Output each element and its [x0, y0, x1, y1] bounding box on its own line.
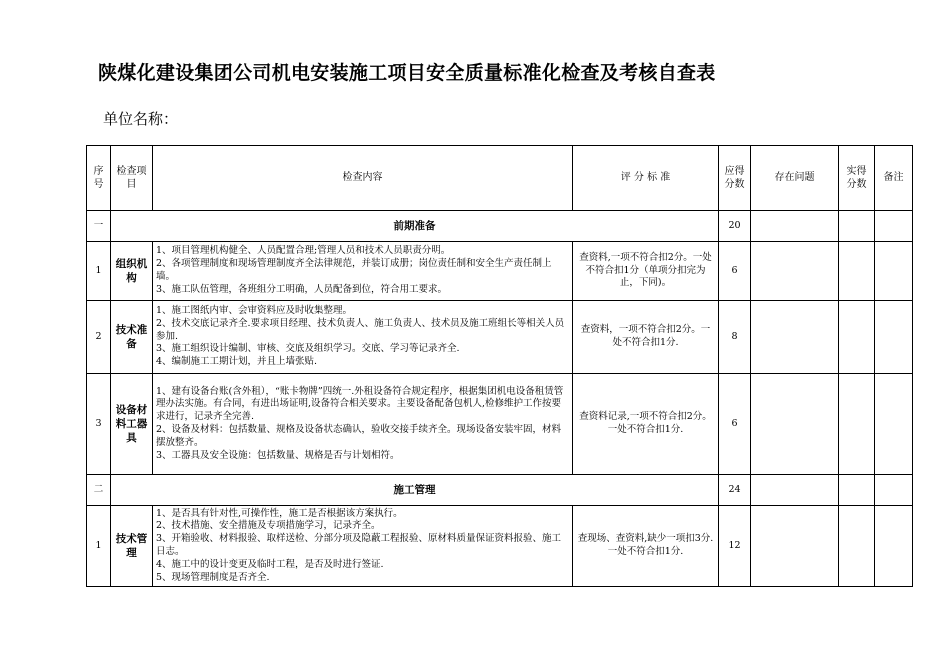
content-line: 2、设备及材料：包括数量、规格及设备状态确认，验收交接手续齐全。现场设备安装牢固，材料摆放整齐。 [156, 424, 562, 448]
content-line: 4、编制施工工期计划，并且上墙张贴. [156, 356, 318, 368]
row-content [153, 242, 573, 301]
table-row [87, 301, 913, 374]
actual-score-cell[interactable] [839, 475, 875, 506]
actual-score-cell[interactable] [839, 242, 875, 301]
remark-cell[interactable] [875, 475, 913, 506]
table-row [87, 506, 913, 587]
issues-cell[interactable] [751, 475, 839, 506]
content-line: 1、项目管理机构健全、人员配置合理;管理人员和技术人员职责分明。 [156, 245, 451, 257]
content-line: 1、是否具有针对性,可操作性，施工是否根据该方案执行。 [156, 507, 403, 519]
issues-cell[interactable] [751, 506, 839, 587]
actual-score-cell[interactable] [839, 301, 875, 374]
remark-cell[interactable] [875, 242, 913, 301]
header-item: 检查项目 [111, 146, 153, 211]
header-actual-score: 实得分数 [839, 146, 875, 211]
table-row [87, 242, 913, 301]
section-score: 24 [719, 475, 751, 506]
row-score: 12 [719, 506, 751, 587]
content-line: 3、施工队伍管理，各班组分工明确，人员配备到位，符合用工要求。 [156, 283, 448, 295]
section-title: 前期准备 [111, 211, 719, 242]
row-seq: 1 [87, 506, 111, 587]
row-standard: 查资料,一项不符合扣2分。一处不符合扣1分（单项分扣完为止，下同)。 [573, 242, 719, 301]
content-line: 1、建有设备台账(含外租），“账卡物牌”四统一.外租设备符合规定程序，根据集团机电设备租赁管理办法实施。有合同，有进出场证明,设备符合相关要求。主要设备配备包机人,检修维护工作按要求进行，记录齐全完善. [156, 385, 564, 423]
row-standard: 查资料记录,一项不符合扣2分。一处不符合扣1分. [573, 374, 719, 475]
header-should-score: 应得分数 [719, 146, 751, 211]
row-score: 6 [719, 242, 751, 301]
content-line: 3、开箱验收、材料报验、取样送检、分部分项及隐蔽工程报验、原材料质量保证资料报验、施工日志。 [156, 533, 562, 557]
content-line: 1、施工图纸内审、会审资料应及时收集整理。 [156, 304, 353, 316]
content-line: 2、技术措施、安全措施及专项措施学习，记录齐全。 [156, 520, 381, 532]
issues-cell[interactable] [751, 301, 839, 374]
issues-cell[interactable] [751, 211, 839, 242]
content-line: 2、技术交底记录齐全.要求项目经理、技术负责人、施工负责人、技术员及施工班组长等相关人员参加. [156, 317, 565, 342]
header-seq: 序号 [87, 146, 111, 211]
row-item: 组织机构 [111, 242, 153, 301]
row-score: 6 [719, 374, 751, 475]
row-content [153, 374, 573, 475]
actual-score-cell[interactable] [839, 374, 875, 475]
remark-cell[interactable] [875, 506, 913, 587]
header-remark: 备注 [875, 146, 913, 211]
section-row [87, 211, 913, 242]
row-standard: 查资料，一项不符合扣2分。一处不符合扣1分. [573, 301, 719, 374]
remark-cell[interactable] [875, 301, 913, 374]
document-title: 陕煤化建设集团公司机电安装施工项目安全质量标准化检查及考核自查表 [98, 62, 716, 84]
row-seq: 3 [87, 374, 111, 475]
section-row [87, 475, 913, 506]
remark-cell[interactable] [875, 211, 913, 242]
issues-cell[interactable] [751, 242, 839, 301]
header-standard: 评 分 标 准 [573, 146, 719, 211]
content-line: 3、施工组织设计编制、审核、交底及组织学习。交底、学习等记录齐全. [156, 343, 460, 355]
header-issues: 存在问题 [751, 146, 839, 211]
row-item: 技术管理 [111, 506, 153, 587]
section-seq: 一 [87, 211, 111, 242]
table-row [87, 374, 913, 475]
content-line: 4、施工中的设计变更及临时工程，是否及时进行签证. [156, 558, 384, 570]
section-seq: 二 [87, 475, 111, 506]
row-content [153, 506, 573, 587]
issues-cell[interactable] [751, 374, 839, 475]
table-header-row [87, 146, 913, 211]
row-item: 技术准备 [111, 301, 153, 374]
row-standard: 查现场、查资料,缺少一项扣3分.一处不符合扣1分. [573, 506, 719, 587]
content-line: 3、工器具及安全设施：包括数量、规格是否与计划相符。 [156, 449, 400, 461]
content-line: 5、现场管理制度是否齐全. [156, 571, 270, 583]
row-item: 设备材料工器具 [111, 374, 153, 475]
row-content [153, 301, 573, 374]
content-line: 2、各项管理制度和现场管理制度齐全法律规范，并装订成册；岗位责任制和安全生产责任制上墙。 [156, 258, 552, 282]
row-seq: 1 [87, 242, 111, 301]
row-seq: 2 [87, 301, 111, 374]
unit-name-label: 单位名称： [103, 110, 179, 128]
header-content: 检查内容 [153, 146, 573, 211]
actual-score-cell[interactable] [839, 211, 875, 242]
actual-score-cell[interactable] [839, 506, 875, 587]
remark-cell[interactable] [875, 374, 913, 475]
section-title: 施工管理 [111, 475, 719, 506]
section-score: 20 [719, 211, 751, 242]
row-score: 8 [719, 301, 751, 374]
inspection-table [86, 145, 913, 587]
